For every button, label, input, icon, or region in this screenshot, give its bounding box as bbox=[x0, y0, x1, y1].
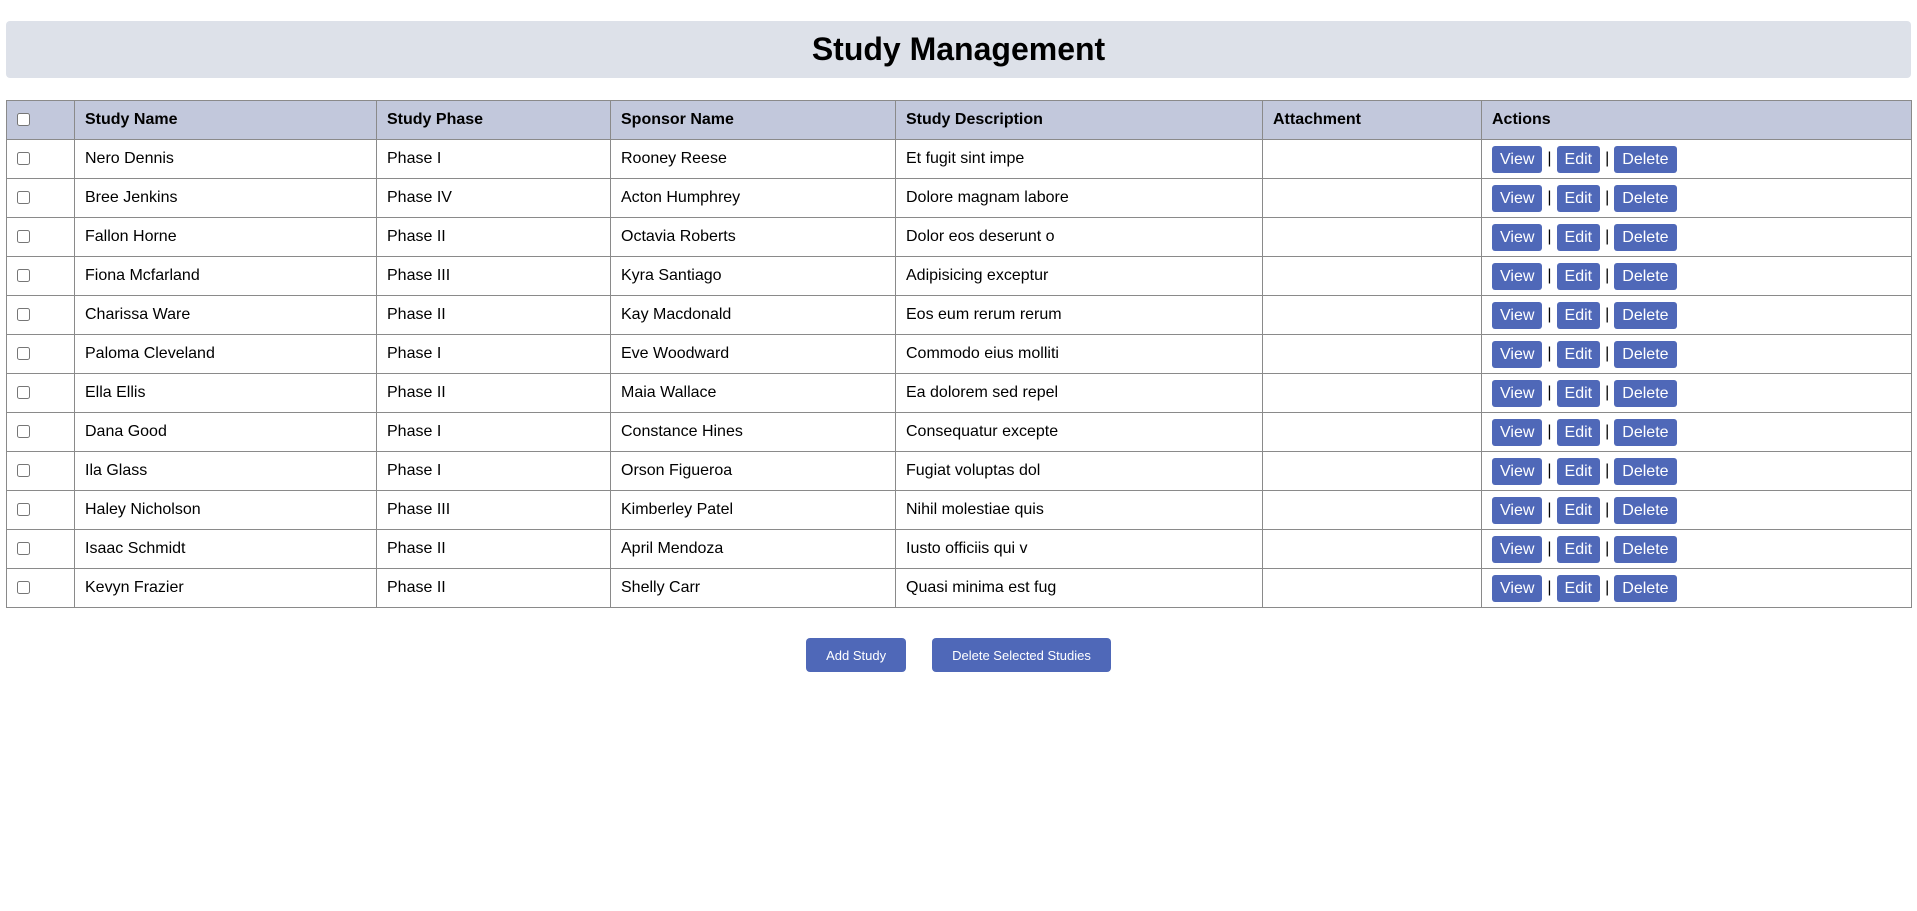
study-description-cell: Eos eum rerum rerum bbox=[896, 296, 1263, 335]
header-attachment[interactable]: Attachment bbox=[1263, 101, 1482, 140]
actions-cell bbox=[1482, 296, 1912, 335]
studies-table bbox=[6, 100, 1912, 608]
delete-button[interactable]: Delete bbox=[1614, 380, 1676, 407]
delete-button[interactable]: Delete bbox=[1614, 575, 1676, 602]
attachment-cell bbox=[1263, 530, 1482, 569]
delete-button[interactable]: Delete bbox=[1614, 224, 1676, 251]
action-separator: | bbox=[1605, 306, 1610, 323]
action-separator: | bbox=[1547, 306, 1552, 323]
action-separator: | bbox=[1547, 540, 1552, 557]
attachment-cell bbox=[1263, 452, 1482, 491]
table-body bbox=[7, 140, 1912, 608]
attachment-cell bbox=[1263, 569, 1482, 608]
row-select-cell bbox=[7, 218, 75, 257]
row-select-cell bbox=[7, 140, 75, 179]
actions-cell bbox=[1482, 140, 1912, 179]
row-checkbox[interactable] bbox=[17, 152, 30, 165]
study-name-cell: Fallon Horne bbox=[75, 218, 377, 257]
study-name-cell: Dana Good bbox=[75, 413, 377, 452]
view-button[interactable]: View bbox=[1492, 341, 1542, 368]
row-checkbox[interactable] bbox=[17, 347, 30, 360]
row-select-cell bbox=[7, 257, 75, 296]
bottom-button-bar bbox=[0, 638, 1917, 672]
sponsor-name-cell: Kimberley Patel bbox=[611, 491, 896, 530]
view-button[interactable]: View bbox=[1492, 497, 1542, 524]
edit-button[interactable]: Edit bbox=[1557, 497, 1601, 524]
row-checkbox[interactable] bbox=[17, 269, 30, 282]
header-study-phase[interactable]: Study Phase bbox=[377, 101, 611, 140]
row-checkbox[interactable] bbox=[17, 581, 30, 594]
study-description-cell: Ea dolorem sed repel bbox=[896, 374, 1263, 413]
actions-cell bbox=[1482, 530, 1912, 569]
study-phase-cell: Phase II bbox=[377, 569, 611, 608]
row-select-cell bbox=[7, 374, 75, 413]
row-select-cell bbox=[7, 296, 75, 335]
study-phase-cell: Phase III bbox=[377, 491, 611, 530]
row-select-cell bbox=[7, 530, 75, 569]
page-title: Study Management bbox=[811, 31, 1106, 67]
row-checkbox[interactable] bbox=[17, 191, 30, 204]
action-separator: | bbox=[1547, 150, 1552, 167]
actions-cell bbox=[1482, 452, 1912, 491]
study-phase-cell: Phase II bbox=[377, 530, 611, 569]
header-select-all-cell bbox=[7, 101, 75, 140]
delete-button[interactable]: Delete bbox=[1614, 302, 1676, 329]
action-separator: | bbox=[1605, 540, 1610, 557]
table-row bbox=[7, 335, 1912, 374]
attachment-cell bbox=[1263, 140, 1482, 179]
study-description-cell: Commodo eius molliti bbox=[896, 335, 1263, 374]
action-separator: | bbox=[1605, 267, 1610, 284]
action-separator: | bbox=[1547, 501, 1552, 518]
action-separator: | bbox=[1547, 267, 1552, 284]
action-separator: | bbox=[1547, 345, 1552, 362]
row-checkbox[interactable] bbox=[17, 386, 30, 399]
row-select-cell bbox=[7, 452, 75, 491]
study-name-cell: Ila Glass bbox=[75, 452, 377, 491]
row-select-cell bbox=[7, 491, 75, 530]
action-separator: | bbox=[1605, 384, 1610, 401]
action-separator: | bbox=[1547, 423, 1552, 440]
action-separator: | bbox=[1605, 189, 1610, 206]
actions-cell bbox=[1482, 569, 1912, 608]
delete-button[interactable]: Delete bbox=[1614, 419, 1676, 446]
edit-button[interactable]: Edit bbox=[1557, 341, 1601, 368]
row-select-cell bbox=[7, 335, 75, 374]
study-name-cell: Bree Jenkins bbox=[75, 179, 377, 218]
attachment-cell bbox=[1263, 374, 1482, 413]
actions-cell bbox=[1482, 179, 1912, 218]
study-name-cell: Haley Nicholson bbox=[75, 491, 377, 530]
study-phase-cell: Phase I bbox=[377, 335, 611, 374]
delete-button[interactable]: Delete bbox=[1614, 185, 1676, 212]
action-separator: | bbox=[1605, 462, 1610, 479]
study-phase-cell: Phase II bbox=[377, 374, 611, 413]
row-checkbox[interactable] bbox=[17, 503, 30, 516]
study-name-cell: Charissa Ware bbox=[75, 296, 377, 335]
study-phase-cell: Phase I bbox=[377, 413, 611, 452]
table-row bbox=[7, 413, 1912, 452]
sponsor-name-cell: Kyra Santiago bbox=[611, 257, 896, 296]
action-separator: | bbox=[1605, 345, 1610, 362]
study-phase-cell: Phase I bbox=[377, 452, 611, 491]
view-button[interactable]: View bbox=[1492, 536, 1542, 563]
action-separator: | bbox=[1547, 462, 1552, 479]
row-checkbox[interactable] bbox=[17, 464, 30, 477]
delete-button[interactable]: Delete bbox=[1614, 146, 1676, 173]
view-button[interactable]: View bbox=[1492, 263, 1542, 290]
header-actions: Actions bbox=[1482, 101, 1912, 140]
header-study-name[interactable]: Study Name bbox=[75, 101, 377, 140]
row-select-cell bbox=[7, 413, 75, 452]
attachment-cell bbox=[1263, 491, 1482, 530]
table-row bbox=[7, 179, 1912, 218]
title-bar bbox=[6, 21, 1911, 78]
table-header-row bbox=[7, 101, 1912, 140]
edit-button[interactable]: Edit bbox=[1557, 263, 1601, 290]
header-sponsor-name[interactable]: Sponsor Name bbox=[611, 101, 896, 140]
actions-cell bbox=[1482, 491, 1912, 530]
row-checkbox[interactable] bbox=[17, 308, 30, 321]
view-button[interactable]: View bbox=[1492, 224, 1542, 251]
sponsor-name-cell: Octavia Roberts bbox=[611, 218, 896, 257]
attachment-cell bbox=[1263, 413, 1482, 452]
attachment-cell bbox=[1263, 257, 1482, 296]
row-checkbox[interactable] bbox=[17, 230, 30, 243]
attachment-cell bbox=[1263, 179, 1482, 218]
action-separator: | bbox=[1605, 579, 1610, 596]
action-separator: | bbox=[1547, 228, 1552, 245]
study-description-cell: Adipisicing exceptur bbox=[896, 257, 1263, 296]
table-row bbox=[7, 530, 1912, 569]
action-separator: | bbox=[1547, 189, 1552, 206]
row-select-cell bbox=[7, 179, 75, 218]
delete-selected-studies-button[interactable]: Delete Selected Studies bbox=[932, 638, 1111, 672]
table-row bbox=[7, 452, 1912, 491]
attachment-cell bbox=[1263, 218, 1482, 257]
study-phase-cell: Phase I bbox=[377, 140, 611, 179]
edit-button[interactable]: Edit bbox=[1557, 458, 1601, 485]
edit-button[interactable]: Edit bbox=[1557, 146, 1601, 173]
study-name-cell: Kevyn Frazier bbox=[75, 569, 377, 608]
study-name-cell: Isaac Schmidt bbox=[75, 530, 377, 569]
sponsor-name-cell: Rooney Reese bbox=[611, 140, 896, 179]
table-row bbox=[7, 296, 1912, 335]
edit-button[interactable]: Edit bbox=[1557, 302, 1601, 329]
study-phase-cell: Phase II bbox=[377, 296, 611, 335]
select-all-checkbox[interactable] bbox=[17, 113, 30, 126]
edit-button[interactable]: Edit bbox=[1557, 380, 1601, 407]
edit-button[interactable]: Edit bbox=[1557, 185, 1601, 212]
delete-button[interactable]: Delete bbox=[1614, 497, 1676, 524]
sponsor-name-cell: Kay Macdonald bbox=[611, 296, 896, 335]
delete-button[interactable]: Delete bbox=[1614, 458, 1676, 485]
sponsor-name-cell: Orson Figueroa bbox=[611, 452, 896, 491]
row-checkbox[interactable] bbox=[17, 425, 30, 438]
header-study-description[interactable]: Study Description bbox=[896, 101, 1263, 140]
study-description-cell: Nihil molestiae quis bbox=[896, 491, 1263, 530]
add-study-button[interactable]: Add Study bbox=[806, 638, 906, 672]
study-description-cell: Dolor eos deserunt o bbox=[896, 218, 1263, 257]
sponsor-name-cell: Eve Woodward bbox=[611, 335, 896, 374]
study-description-cell: Iusto officiis qui v bbox=[896, 530, 1263, 569]
table-row bbox=[7, 491, 1912, 530]
view-button[interactable]: View bbox=[1492, 419, 1542, 446]
action-separator: | bbox=[1605, 150, 1610, 167]
edit-button[interactable]: Edit bbox=[1557, 575, 1601, 602]
table-row bbox=[7, 569, 1912, 608]
study-name-cell: Nero Dennis bbox=[75, 140, 377, 179]
view-button[interactable]: View bbox=[1492, 146, 1542, 173]
action-separator: | bbox=[1547, 384, 1552, 401]
delete-button[interactable]: Delete bbox=[1614, 263, 1676, 290]
actions-cell bbox=[1482, 374, 1912, 413]
row-select-cell bbox=[7, 569, 75, 608]
study-phase-cell: Phase II bbox=[377, 218, 611, 257]
sponsor-name-cell: Shelly Carr bbox=[611, 569, 896, 608]
view-button[interactable]: View bbox=[1492, 458, 1542, 485]
study-description-cell: Consequatur excepte bbox=[896, 413, 1263, 452]
sponsor-name-cell: April Mendoza bbox=[611, 530, 896, 569]
delete-button[interactable]: Delete bbox=[1614, 536, 1676, 563]
sponsor-name-cell: Constance Hines bbox=[611, 413, 896, 452]
actions-cell bbox=[1482, 218, 1912, 257]
attachment-cell bbox=[1263, 335, 1482, 374]
actions-cell bbox=[1482, 335, 1912, 374]
study-description-cell: Dolore magnam labore bbox=[896, 179, 1263, 218]
actions-cell bbox=[1482, 413, 1912, 452]
table-row bbox=[7, 257, 1912, 296]
action-separator: | bbox=[1547, 579, 1552, 596]
study-name-cell: Fiona Mcfarland bbox=[75, 257, 377, 296]
study-phase-cell: Phase III bbox=[377, 257, 611, 296]
view-button[interactable]: View bbox=[1492, 575, 1542, 602]
action-separator: | bbox=[1605, 501, 1610, 518]
attachment-cell bbox=[1263, 296, 1482, 335]
delete-button[interactable]: Delete bbox=[1614, 341, 1676, 368]
study-name-cell: Paloma Cleveland bbox=[75, 335, 377, 374]
edit-button[interactable]: Edit bbox=[1557, 419, 1601, 446]
study-phase-cell: Phase IV bbox=[377, 179, 611, 218]
study-description-cell: Fugiat voluptas dol bbox=[896, 452, 1263, 491]
table-row bbox=[7, 374, 1912, 413]
action-separator: | bbox=[1605, 228, 1610, 245]
view-button[interactable]: View bbox=[1492, 380, 1542, 407]
edit-button[interactable]: Edit bbox=[1557, 536, 1601, 563]
actions-cell bbox=[1482, 257, 1912, 296]
view-button[interactable]: View bbox=[1492, 185, 1542, 212]
study-description-cell: Et fugit sint impe bbox=[896, 140, 1263, 179]
table-row bbox=[7, 218, 1912, 257]
study-description-cell: Quasi minima est fug bbox=[896, 569, 1263, 608]
edit-button[interactable]: Edit bbox=[1557, 224, 1601, 251]
sponsor-name-cell: Acton Humphrey bbox=[611, 179, 896, 218]
sponsor-name-cell: Maia Wallace bbox=[611, 374, 896, 413]
row-checkbox[interactable] bbox=[17, 542, 30, 555]
table-row bbox=[7, 140, 1912, 179]
view-button[interactable]: View bbox=[1492, 302, 1542, 329]
action-separator: | bbox=[1605, 423, 1610, 440]
study-name-cell: Ella Ellis bbox=[75, 374, 377, 413]
